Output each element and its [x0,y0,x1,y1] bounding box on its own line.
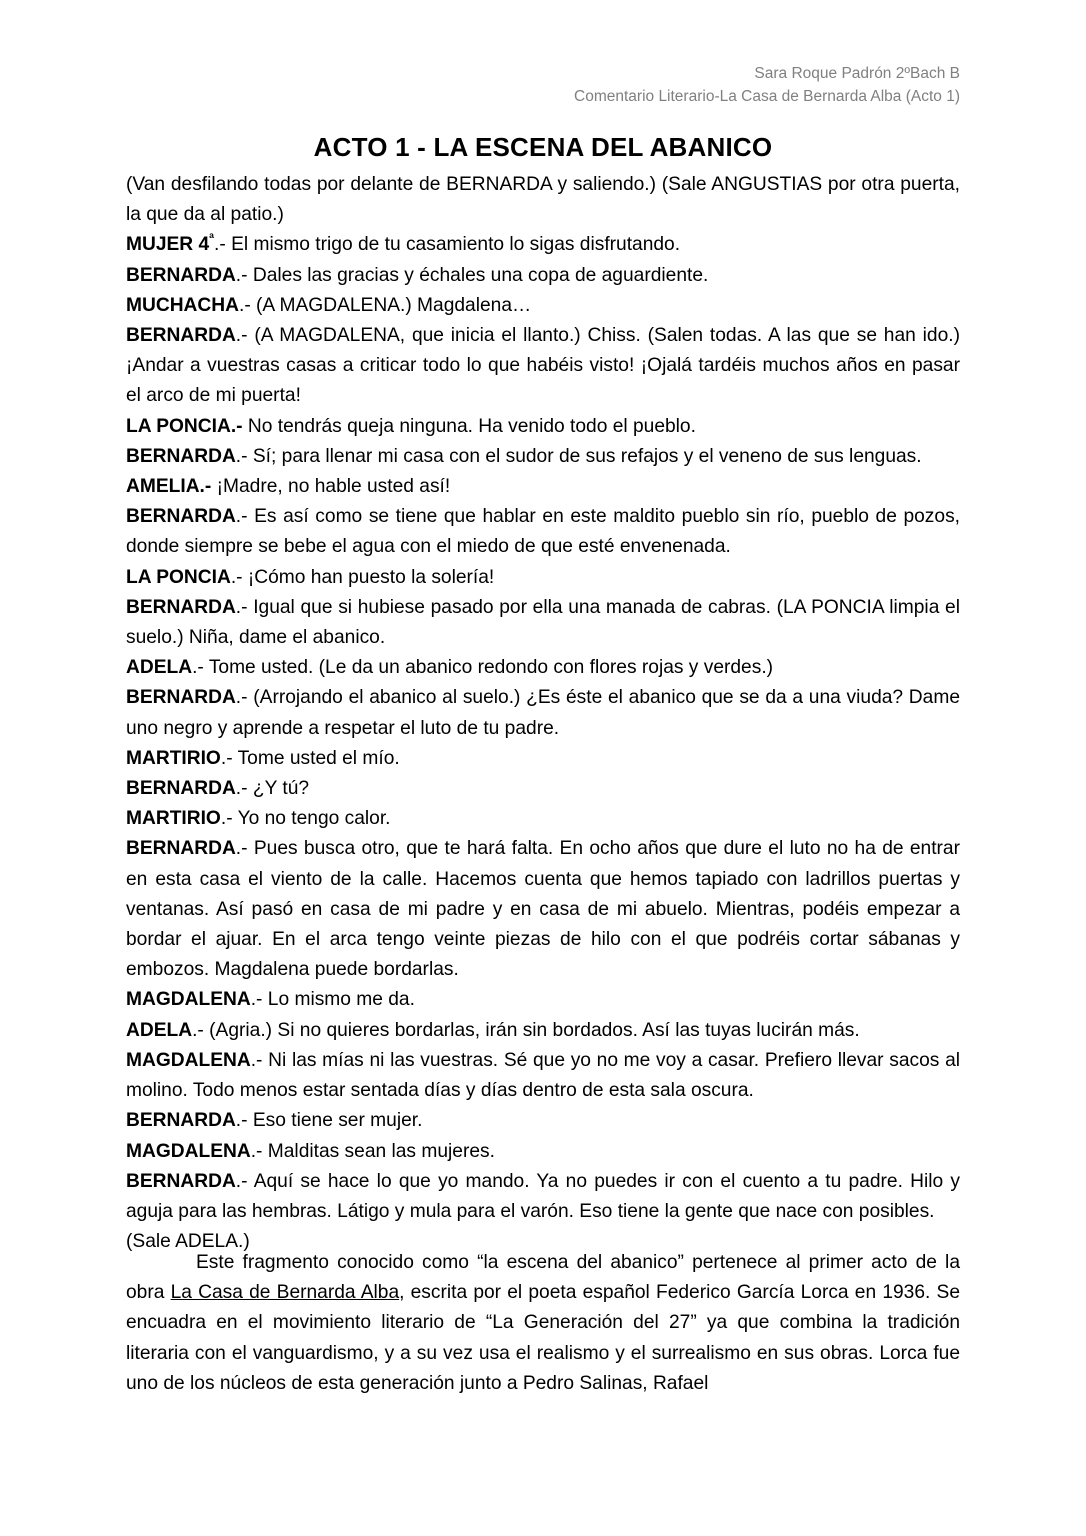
page-header [126,62,960,108]
speaker-name: ADELA [126,1019,193,1041]
dialogue-text: ¡Cómo han puesto la solería! [247,566,495,588]
speaker-dash: .- [238,294,257,316]
dialogue-text: Tome usted. (Le da un abanico redondo con flores rojas y verdes.) [208,657,774,679]
dialogue-line [126,230,960,260]
dialogue-line [126,683,960,743]
dialogue-line [126,804,960,834]
dialogue-text: (A MAGDALENA, que inicia el llanto.) Chiss. (Salen todas. A las que se han ido.) ¡Andar a vuestras casas a criticar todo lo que habéis visto! ¡Ojalá tardéis muchos años en pasar el arco de mi puerta! [126,325,960,407]
speaker-dash: .- [235,325,255,347]
dialogue-line [126,834,960,985]
speaker-dash: .- [235,596,254,618]
dialogue-line [126,744,960,774]
speaker-name: LA PONCIA [126,415,231,437]
speaker-dash: .- [220,808,238,830]
work-title-underlined: La Casa de Bernarda Alba [170,1282,400,1304]
dialogue-text: Pues busca otro, que te hará falta. En ocho años que dure el luto no ha de entrar en esta casa el viento de la calle. Hacemos cuenta que hemos tapiado con ladrillos puertas y ventanas. Así pasó en casa de mi padre y en casa de mi abuelo. Mientras, podéis empezar a bordar el ajuar. En el arca tengo veinte piezas de hilo con el que podréis cortar sábanas y embozos. Magdalena puede bordarlas. [126,838,960,981]
speaker-dash: .- [230,566,248,588]
dialogue-text: El mismo trigo de tu casamiento lo sigas disfrutando. [231,234,681,256]
dialogue-list [126,230,960,1227]
dialogue-text: (Agria.) Si no quieres bordarlas, irán sin bordados. Así las tuyas lucirán más. [209,1019,860,1041]
dialogue-line [126,291,960,321]
dialogue-line [126,653,960,683]
speaker-name: BERNARDA [126,325,236,347]
dialogue-text: Sí; para llenar mi casa con el sudor de sus refajos y el veneno de sus lenguas. [252,445,922,467]
speaker-dash: .- [235,445,253,467]
commentary-text-part2: , escrita por el poeta español Federico García Lorca en 1936. Se encuadra en el movimiento literario de “La Generación del 27” ya que combina la tradición literaria con el vanguardismo, y a su vez usa el realismo y el surrealismo en sus obras. Lorca fue uno de los núcleos de esta generación junto a Pedro Salinas, Rafael [126,1282,960,1394]
speaker-dash: .- [235,778,253,800]
dialogue-text: Aquí se hace lo que yo mando. Ya no puedes ir con el cuento a tu padre. Hilo y aguja para las hembras. Látigo y mula para el varón. Eso tiene la gente que nace con posibles. [126,1170,961,1222]
dialogue-line [126,321,960,412]
speaker-name: BERNARDA [126,264,236,286]
dialogue-text: Tome usted el mío. [237,747,400,769]
speaker-dash: .- [235,1110,253,1132]
speaker-dash: .- [235,1170,254,1192]
dialogue-text: Lo mismo me da. [267,989,415,1011]
speaker-name: MAGDALENA [126,989,251,1011]
speaker-dash: .- [192,1019,210,1041]
dialogue-text: Malditas sean las mujeres. [267,1140,495,1162]
dialogue-text: Yo no tengo calor. [237,808,391,830]
dialogue-line [126,1106,960,1136]
speaker-dash: .- [199,476,217,498]
speaker-name: MAGDALENA [126,1049,251,1071]
header-subject-line: Comentario Literario-La Casa de Bernarda Alba (Acto 1) [574,88,960,105]
dialogue-text: Dales las gracias y échales una copa de aguardiente. [252,264,709,286]
speaker-name: MARTIRIO [126,747,221,769]
commentary-section [126,1248,960,1399]
dialogue-text: Ni las mías ni las vuestras. Sé que yo no me voy a casar. Prefiero llevar sacos al molino. Todo menos estar sentada días y días dentro de esta sala oscura. [126,1049,960,1102]
speaker-dash: .- [250,1140,268,1162]
speaker-name: BERNARDA [126,687,236,709]
dialogue-text: Es así como se tiene que hablar en este maldito pueblo sin río, pueblo de pozos, donde siempre se bebe el agua con el miedo de que esté envenenada. [126,506,960,558]
dialogue-line [126,1137,960,1167]
speaker-name: MUJER 4 [126,234,210,256]
dialogue-text: ¿Y tú? [252,778,310,800]
dialogue-text: ¡Madre, no hable usted así! [216,476,451,498]
speaker-dash: .- [220,747,238,769]
dialogue-line [126,985,960,1015]
speaker-name: ADELA [126,657,193,679]
speaker-dash: .- [250,989,268,1011]
speaker-dash: .- [235,838,254,860]
dialogue-line [126,1046,960,1106]
dialogue-line [126,261,960,291]
dialogue-line [126,442,960,472]
speaker-name: AMELIA [126,476,200,498]
speaker-name: BERNARDA [126,596,236,618]
dialogue-line [126,774,960,804]
speaker-name: BERNARDA [126,838,236,860]
speaker-dash: .- [235,264,253,286]
dialogue-line [126,472,960,502]
speaker-name: MUCHACHA [126,294,239,316]
dialogue-line [126,502,960,562]
dialogue-text: (Arrojando el abanico al suelo.) ¿Es éste el abanico que se da a una viuda? Dame uno negro y aprende a respetar el luto de tu padre. [126,687,960,739]
speaker-name: BERNARDA [126,778,236,800]
commentary-paragraph [126,1248,960,1399]
header-author-line: Sara Roque Padrón 2ºBach B [754,65,960,82]
speaker-name: MARTIRIO [126,808,221,830]
speaker-name: BERNARDA [126,445,236,467]
speaker-dash: .- [230,415,248,437]
speaker-dash: .- [235,687,254,709]
dialogue-line [126,593,960,653]
play-excerpt-body [126,170,960,1257]
stage-direction-opening: (Van desfilando todas por delante de BERNARDA y saliendo.) (Sale ANGUSTIAS por otra puerta, la que da al patio.) [126,174,960,226]
dialogue-text: No tendrás queja ninguna. Ha venido todo el pueblo. [247,415,696,437]
speaker-name: LA PONCIA [126,566,231,588]
speaker-ordinal: ª [209,231,215,247]
speaker-dash: .- [192,657,209,679]
dialogue-line [126,412,960,442]
speaker-name: BERNARDA [126,506,236,528]
dialogue-text: Igual que si hubiese pasado por ella una manada de cabras. (LA PONCIA limpia el suelo.) Niña, dame el abanico. [126,596,960,649]
speaker-name: BERNARDA [126,1170,236,1192]
speaker-dash: .- [250,1049,269,1071]
dialogue-text: (A MAGDALENA.) Magdalena… [256,294,532,316]
dialogue-line [126,1167,960,1227]
speaker-dash: .- [214,234,232,256]
page-title: ACTO 1 - LA ESCENA DEL ABANICO [313,132,773,162]
dialogue-text: Eso tiene ser mujer. [252,1110,423,1132]
speaker-name: BERNARDA [126,1110,236,1132]
speaker-dash: .- [235,506,255,528]
commentary-text-part1: Este fragmento conocido como “la escena del abanico” pertenece al primer acto de la obra [126,1252,960,1304]
dialogue-line [126,563,960,593]
stage-direction-closing: (Sale ADELA.) [126,1231,250,1253]
dialogue-line [126,1016,960,1046]
speaker-name: MAGDALENA [126,1140,251,1162]
